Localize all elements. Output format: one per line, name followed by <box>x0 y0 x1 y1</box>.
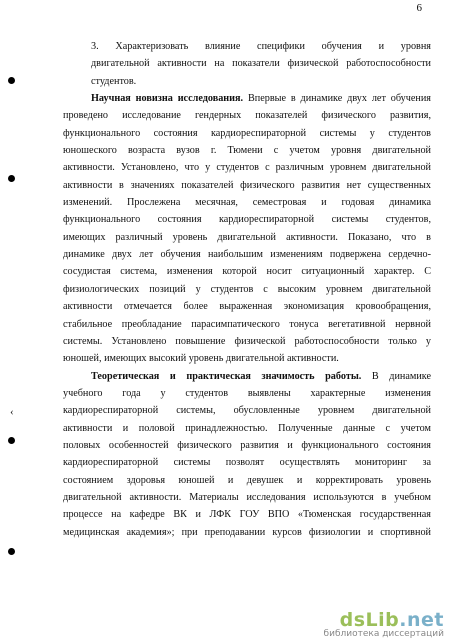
text-line <box>63 350 431 367</box>
line-text: активности отмечается более выраженная экономизация кровообращения, <box>63 301 431 313</box>
text-line <box>63 437 431 454</box>
line-text: функционального состояния кардиореспираторной системы студентов, <box>63 214 431 226</box>
line-text: половых особенностей физического развития и функционального состояния <box>63 439 431 451</box>
line-text: медицинская академия»; при преподавании курсов физиологии и спортивной <box>63 526 431 538</box>
line-text: двигательной активности. Материалы исследования используются в учебном <box>63 491 431 503</box>
watermark-subtitle: библиотека диссертаций <box>323 629 444 639</box>
line-text: функционального состояния кардиореспираторной системы у студентов <box>63 127 431 139</box>
watermark-logo-main: dsLib <box>339 609 400 631</box>
text-line <box>63 263 431 280</box>
text-line <box>63 246 431 263</box>
section-heading: Теоретическая и практическая значимость работы. <box>91 370 362 382</box>
line-text: активности и половой принадлежностью. Полученные данные с учетом <box>63 422 431 434</box>
watermark-logo <box>324 609 444 631</box>
text-line <box>63 385 431 402</box>
line-text: Впервые в динамике двух лет обучения <box>243 93 431 105</box>
line-text: системы. Установлено повышение физической работоспособности только у <box>63 335 431 347</box>
line-text: юношеского возраста вузов г. Тюмени с учетом уровня двигательной <box>63 145 431 157</box>
margin-mark: ‹ <box>10 406 14 418</box>
text-line <box>63 298 431 315</box>
text-line <box>63 402 431 419</box>
text-line <box>63 368 431 385</box>
text-line <box>63 211 431 228</box>
text-line <box>63 142 431 159</box>
line-text: учебного года у студентов выявлены характерные изменения <box>63 387 431 399</box>
line-text: кардиореспираторной системы, обусловленные уровнем двигательной <box>63 405 431 417</box>
text-line <box>63 420 431 437</box>
line-text: имеющих различный уровень двигательной активности. Показано, что в <box>63 231 431 243</box>
text-line <box>63 333 431 350</box>
line-text: физиологических позиций у студентов с высоким уровнем двигательной <box>63 283 431 295</box>
line-text: двигательной активности на показатели физической работоспособности <box>91 58 431 70</box>
line-text: активности в значениях показателей физического развития нет существенных <box>63 179 431 191</box>
binder-hole <box>8 437 15 444</box>
text-line <box>63 454 431 471</box>
document-body <box>63 38 431 541</box>
text-line <box>63 229 431 246</box>
line-text: проведено исследование гендерных показателей физического развития, <box>63 110 431 122</box>
text-line <box>63 316 431 333</box>
binder-hole <box>8 175 15 182</box>
line-text: активности. Установлено, что у студентов с различным уровнем двигательной <box>63 162 431 174</box>
line-text: динамике двух лет обучения наибольшим изменениям подвержена сердечно- <box>63 249 431 261</box>
text-line <box>63 159 431 176</box>
text-line <box>63 489 431 506</box>
binder-hole <box>8 548 15 555</box>
line-text: процессе на кафедре ВК и ЛФК ГОУ ВПО «Тюменская государственная <box>63 509 431 521</box>
text-line <box>63 524 431 541</box>
binder-hole <box>8 77 15 84</box>
text-line <box>63 73 431 90</box>
text-line <box>63 38 431 55</box>
text-line <box>63 281 431 298</box>
page-number: 6 <box>416 2 422 14</box>
line-text: состоянием здоровья юношей и девушек и корректировать уровень <box>63 474 431 486</box>
line-text: стабильное преобладание парасимпатического тонуса вегетативной нервной <box>63 318 431 330</box>
text-line <box>63 125 431 142</box>
text-line <box>63 55 431 72</box>
text-line <box>63 90 431 107</box>
line-text: 3. Характеризовать влияние специфики обучения и уровня <box>91 41 431 52</box>
text-line <box>63 194 431 211</box>
line-text: сосудистая система, изменения которой носит ситуационный характер. С <box>63 266 431 278</box>
line-text: изменений. Прослежена месячная, семестровая и годовая динамика <box>63 197 431 209</box>
text-line <box>63 506 431 523</box>
section-heading: Научная новизна исследования. <box>91 93 244 105</box>
line-text: В динамике <box>361 370 431 382</box>
line-text: студентов. <box>91 75 137 87</box>
line-text: юношей, имеющих высокий уровень двигательной активности. <box>63 353 339 365</box>
text-line <box>63 107 431 124</box>
watermark-logo-suffix: .net <box>399 609 444 631</box>
watermark <box>324 609 444 639</box>
text-line <box>63 472 431 489</box>
text-line <box>63 177 431 194</box>
line-text: кардиореспираторной системы позволят осуществлять мониторинг за <box>63 457 431 469</box>
